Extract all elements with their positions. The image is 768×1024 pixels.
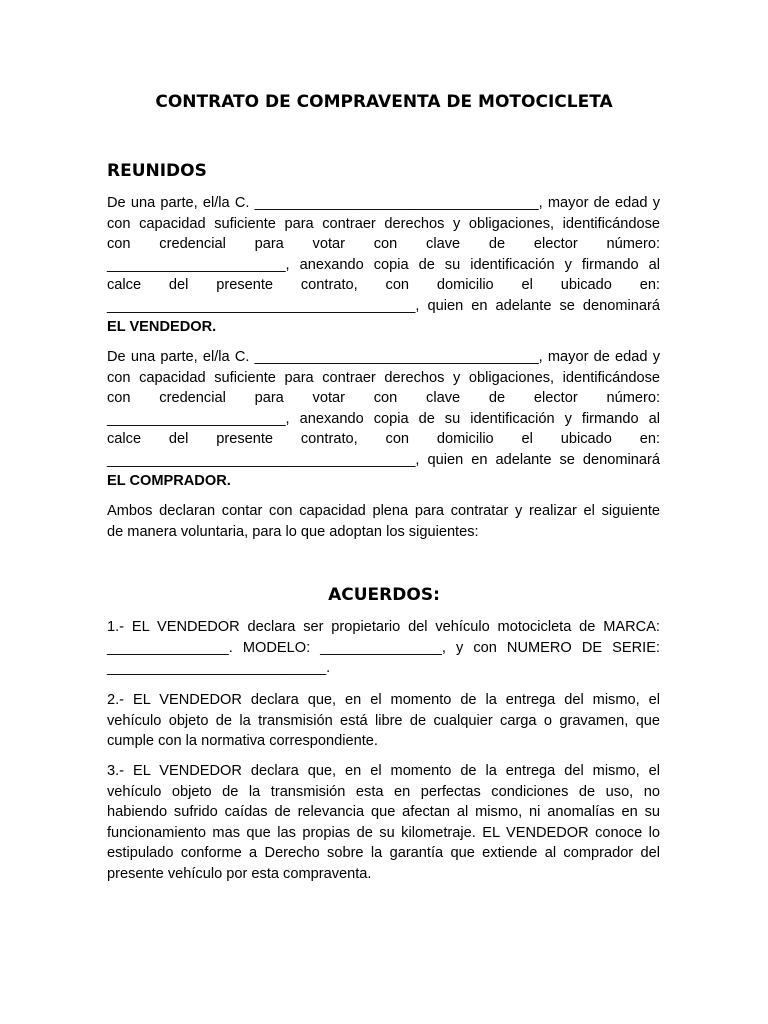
paragraph-line: _______________. MODELO: _______________, y con NUMERO DE SERIE: bbox=[107, 639, 660, 656]
seller-role-label: EL VENDEDOR. bbox=[107, 318, 217, 335]
paragraph-line: ______________________________________, quien en adelante se denominará bbox=[107, 297, 660, 314]
paragraph-line: Ambos declaran contar con capacidad plena para contratar y realizar el siguiente bbox=[107, 503, 660, 519]
both-parties-paragraph bbox=[107, 501, 660, 542]
paragraph-line: calce del presente contrato, con domicilio el ubicado en: bbox=[107, 431, 660, 448]
paragraph-line: 2.- EL VENDEDOR declara que, en el momento de la entrega del mismo, el bbox=[107, 692, 660, 708]
paragraph-line: con credencial para votar con clave de elector número: bbox=[107, 236, 660, 253]
paragraph-line: ___________________________. bbox=[107, 660, 331, 677]
party-buyer-paragraph bbox=[107, 347, 660, 491]
paragraph-line: presente vehículo por esta compraventa. bbox=[107, 865, 372, 882]
section-heading-acuerdos: ACUERDOS: bbox=[328, 585, 440, 605]
paragraph-line: habiendo sufrido caídas de relevancia que afectan al mismo, ni anomalías en su bbox=[107, 804, 660, 821]
paragraph-line: cumple con la normativa correspondiente. bbox=[107, 733, 378, 750]
paragraph-line: vehículo objeto de la transmisión esta en perfectas condiciones de uso, no bbox=[107, 783, 660, 800]
paragraph-line: ______________________________________, quien en adelante se denominará bbox=[107, 451, 660, 468]
paragraph-line: vehículo objeto de la transmisión está libre de cualquier carga o gravamen, que bbox=[107, 712, 660, 729]
clause-1 bbox=[107, 617, 660, 679]
clause-3 bbox=[107, 761, 660, 885]
party-seller-paragraph bbox=[107, 193, 660, 337]
paragraph-line: ______________________, anexando copia de su identificación y firmando al bbox=[107, 410, 660, 427]
buyer-role-label: EL COMPRADOR. bbox=[107, 472, 231, 489]
paragraph-line: con capacidad suficiente para contraer derechos y obligaciones, identificándose bbox=[107, 369, 660, 386]
paragraph-line: estipulado conforme a Derecho sobre la garantía que extiende al comprador del bbox=[107, 845, 660, 862]
paragraph-line: 3.- EL VENDEDOR declara que, en el momento de la entrega del mismo, el bbox=[107, 763, 660, 779]
paragraph-line: funcionamiento mas que las propias de su kilometraje. EL VENDEDOR conoce lo bbox=[107, 824, 660, 841]
clause-2 bbox=[107, 690, 660, 752]
paragraph-line: 1.- EL VENDEDOR declara ser propietario del vehículo motocicleta de MARCA: bbox=[107, 619, 660, 635]
document-title: CONTRATO DE COMPRAVENTA DE MOTOCICLETA bbox=[155, 92, 613, 112]
paragraph-line: ______________________, anexando copia de su identificación y firmando al bbox=[107, 256, 660, 273]
paragraph-line: calce del presente contrato, con domicilio el ubicado en: bbox=[107, 277, 660, 294]
paragraph-line: con credencial para votar con clave de elector número: bbox=[107, 390, 660, 407]
paragraph-line: De una parte, el/la C. ___________________________________, mayor de edad y bbox=[107, 349, 660, 365]
paragraph-line: con capacidad suficiente para contraer derechos y obligaciones, identificándose bbox=[107, 215, 660, 232]
paragraph-line: de manera voluntaria, para lo que adoptan los siguientes: bbox=[107, 523, 479, 540]
section-heading-reunidos: REUNIDOS bbox=[107, 161, 207, 181]
paragraph-line: De una parte, el/la C. ___________________________________, mayor de edad y bbox=[107, 195, 660, 211]
